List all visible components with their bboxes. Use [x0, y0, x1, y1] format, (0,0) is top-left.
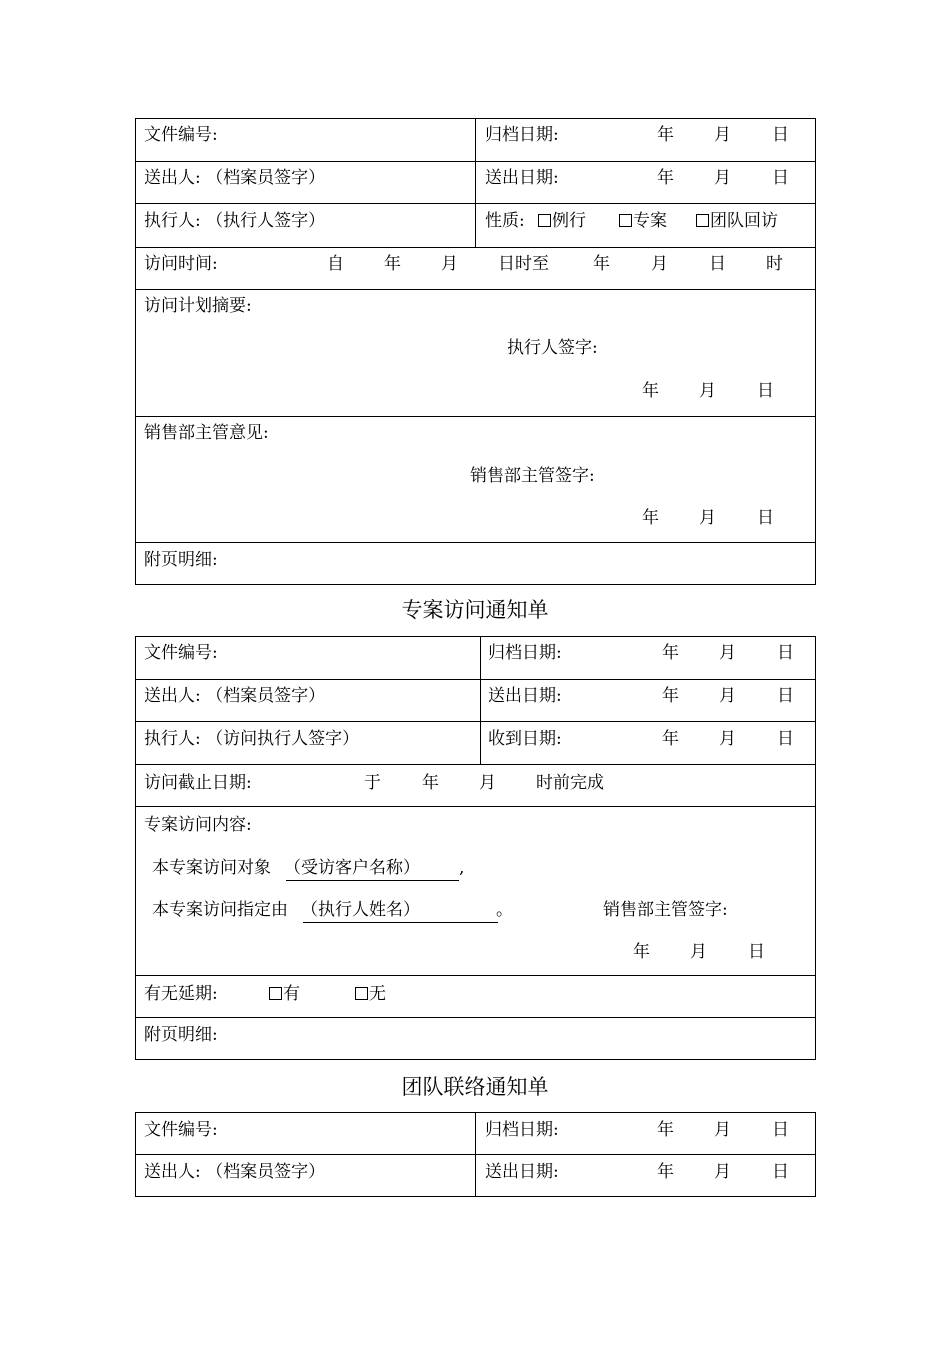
- form1-row-sender: [136, 162, 816, 204]
- form3-row-file-number: [136, 1113, 816, 1155]
- attachment-label: 附页明细:: [144, 550, 218, 570]
- form2-row-executor: [136, 722, 816, 765]
- archive-date-label: 归档日期:: [488, 643, 562, 663]
- month-label: 月: [699, 508, 716, 528]
- year-label: 年: [657, 1162, 674, 1182]
- file-number-label: 文件编号:: [144, 1120, 218, 1140]
- executor-label: 执行人: （执行人签字）: [144, 211, 326, 231]
- sender-label: 送出人: （档案员签字）: [144, 168, 326, 188]
- visit-time-label: 访问时间:: [144, 254, 218, 274]
- content-label: 专案访问内容:: [144, 815, 252, 835]
- attachment-label: 附页明细:: [144, 1025, 218, 1045]
- form2-table: [135, 636, 816, 1060]
- month-label: 月: [479, 773, 496, 793]
- file-number-label: 文件编号:: [144, 125, 218, 145]
- year-label: 年: [642, 381, 659, 401]
- form3-title: 团队联络通知单: [401, 1075, 549, 1099]
- form1-table: [135, 118, 816, 585]
- nature-option-special[interactable]: 专案: [619, 211, 667, 231]
- delay-option-no[interactable]: 无: [355, 984, 386, 1004]
- day-label: 日: [757, 508, 774, 528]
- year-label: 年: [384, 254, 401, 274]
- month-label: 月: [719, 643, 736, 663]
- nature-label: 性质:: [485, 211, 525, 231]
- nature-option-routine[interactable]: 例行: [538, 211, 586, 231]
- form2-title: 专案访问通知单: [401, 598, 549, 622]
- month-label: 月: [690, 942, 707, 962]
- delay-option-yes[interactable]: 有: [269, 984, 300, 1004]
- year-label: 年: [662, 686, 679, 706]
- form2-row-sender: [136, 680, 816, 722]
- checkbox-icon[interactable]: [696, 214, 709, 227]
- nature-option-team-visit[interactable]: 团队回访: [696, 211, 778, 231]
- year-label: 年: [662, 729, 679, 749]
- year-label: 年: [657, 125, 674, 145]
- sender-label: 送出人: （档案员签字）: [144, 686, 326, 706]
- checkbox-icon[interactable]: [538, 214, 551, 227]
- day-label: 日: [772, 1162, 789, 1182]
- send-date-label: 送出日期:: [485, 168, 559, 188]
- year-label: 年: [422, 773, 439, 793]
- day-label: 日: [777, 729, 794, 749]
- checkbox-icon[interactable]: [619, 214, 632, 227]
- complete-before-label: 时前完成: [536, 773, 604, 793]
- day-label: 日: [772, 1120, 789, 1140]
- year-label: 年: [662, 643, 679, 663]
- form2-row-deadline: [136, 765, 816, 807]
- archive-date-label: 归档日期:: [485, 1120, 559, 1140]
- visit-target-prefix: 本专案访问对象: [152, 858, 271, 878]
- form2-row-file-number: [136, 637, 816, 680]
- checkbox-icon[interactable]: [269, 987, 282, 1000]
- assignee-suffix: 。: [496, 900, 513, 920]
- manager-sign-label: 销售部主管签字:: [470, 466, 595, 486]
- form1-row-manager-opinion: [136, 417, 816, 543]
- executor-sign-label: 执行人签字:: [507, 338, 598, 358]
- day-label: 日: [772, 168, 789, 188]
- at-label: 于: [364, 773, 381, 793]
- visit-target-suffix: ,: [459, 858, 465, 878]
- form2-row-delay: [136, 976, 816, 1018]
- visit-target-fill[interactable]: （受访客户名称）: [284, 858, 420, 878]
- day-label: 日: [777, 643, 794, 663]
- month-label: 月: [714, 168, 731, 188]
- sender-label: 送出人: （档案员签字）: [144, 1162, 326, 1182]
- day-label: 日: [772, 125, 789, 145]
- form2-row-attachment: [136, 1018, 816, 1060]
- day-label: 日: [748, 942, 765, 962]
- month-label: 月: [714, 125, 731, 145]
- hour-label: 时: [766, 254, 783, 274]
- assignee-underline: [303, 922, 498, 923]
- month-label: 月: [714, 1162, 731, 1182]
- delay-label: 有无延期:: [144, 984, 218, 1004]
- day-to-label: 日时至: [498, 254, 549, 274]
- month-label: 月: [719, 686, 736, 706]
- form1-row-visit-time: [136, 248, 816, 290]
- year-label: 年: [657, 168, 674, 188]
- form1-row-attachment: [136, 543, 816, 585]
- year-label: 年: [642, 508, 659, 528]
- month-label: 月: [699, 381, 716, 401]
- year-label: 年: [657, 1120, 674, 1140]
- assignee-prefix: 本专案访问指定由: [152, 900, 288, 920]
- form2-row-content: [136, 807, 816, 976]
- day-label: 日: [777, 686, 794, 706]
- deadline-label: 访问截止日期:: [144, 773, 252, 793]
- form3-table: [135, 1112, 816, 1197]
- visit-target-underline: [286, 880, 459, 881]
- month-label: 月: [441, 254, 458, 274]
- day-label: 日: [709, 254, 726, 274]
- send-date-label: 送出日期:: [485, 1162, 559, 1182]
- month-label: 月: [651, 254, 668, 274]
- manager-sign-label: 销售部主管签字:: [603, 900, 728, 920]
- year-label: 年: [633, 942, 650, 962]
- form1-row-file-number: [136, 119, 816, 162]
- received-date-label: 收到日期:: [488, 729, 562, 749]
- from-label: 自: [327, 254, 344, 274]
- day-label: 日: [757, 381, 774, 401]
- month-label: 月: [714, 1120, 731, 1140]
- file-number-label: 文件编号:: [144, 643, 218, 663]
- archive-date-label: 归档日期:: [485, 125, 559, 145]
- year-label: 年: [593, 254, 610, 274]
- form3-row-sender: [136, 1155, 816, 1197]
- plan-summary-label: 访问计划摘要:: [144, 296, 252, 316]
- month-label: 月: [719, 729, 736, 749]
- send-date-label: 送出日期:: [488, 686, 562, 706]
- form1-row-plan-summary: [136, 290, 816, 417]
- checkbox-icon[interactable]: [355, 987, 368, 1000]
- manager-opinion-label: 销售部主管意见:: [144, 423, 269, 443]
- executor-label: 执行人: （访问执行人签字）: [144, 729, 360, 749]
- assignee-fill[interactable]: （执行人姓名）: [301, 900, 420, 920]
- form1-row-executor: [136, 204, 816, 248]
